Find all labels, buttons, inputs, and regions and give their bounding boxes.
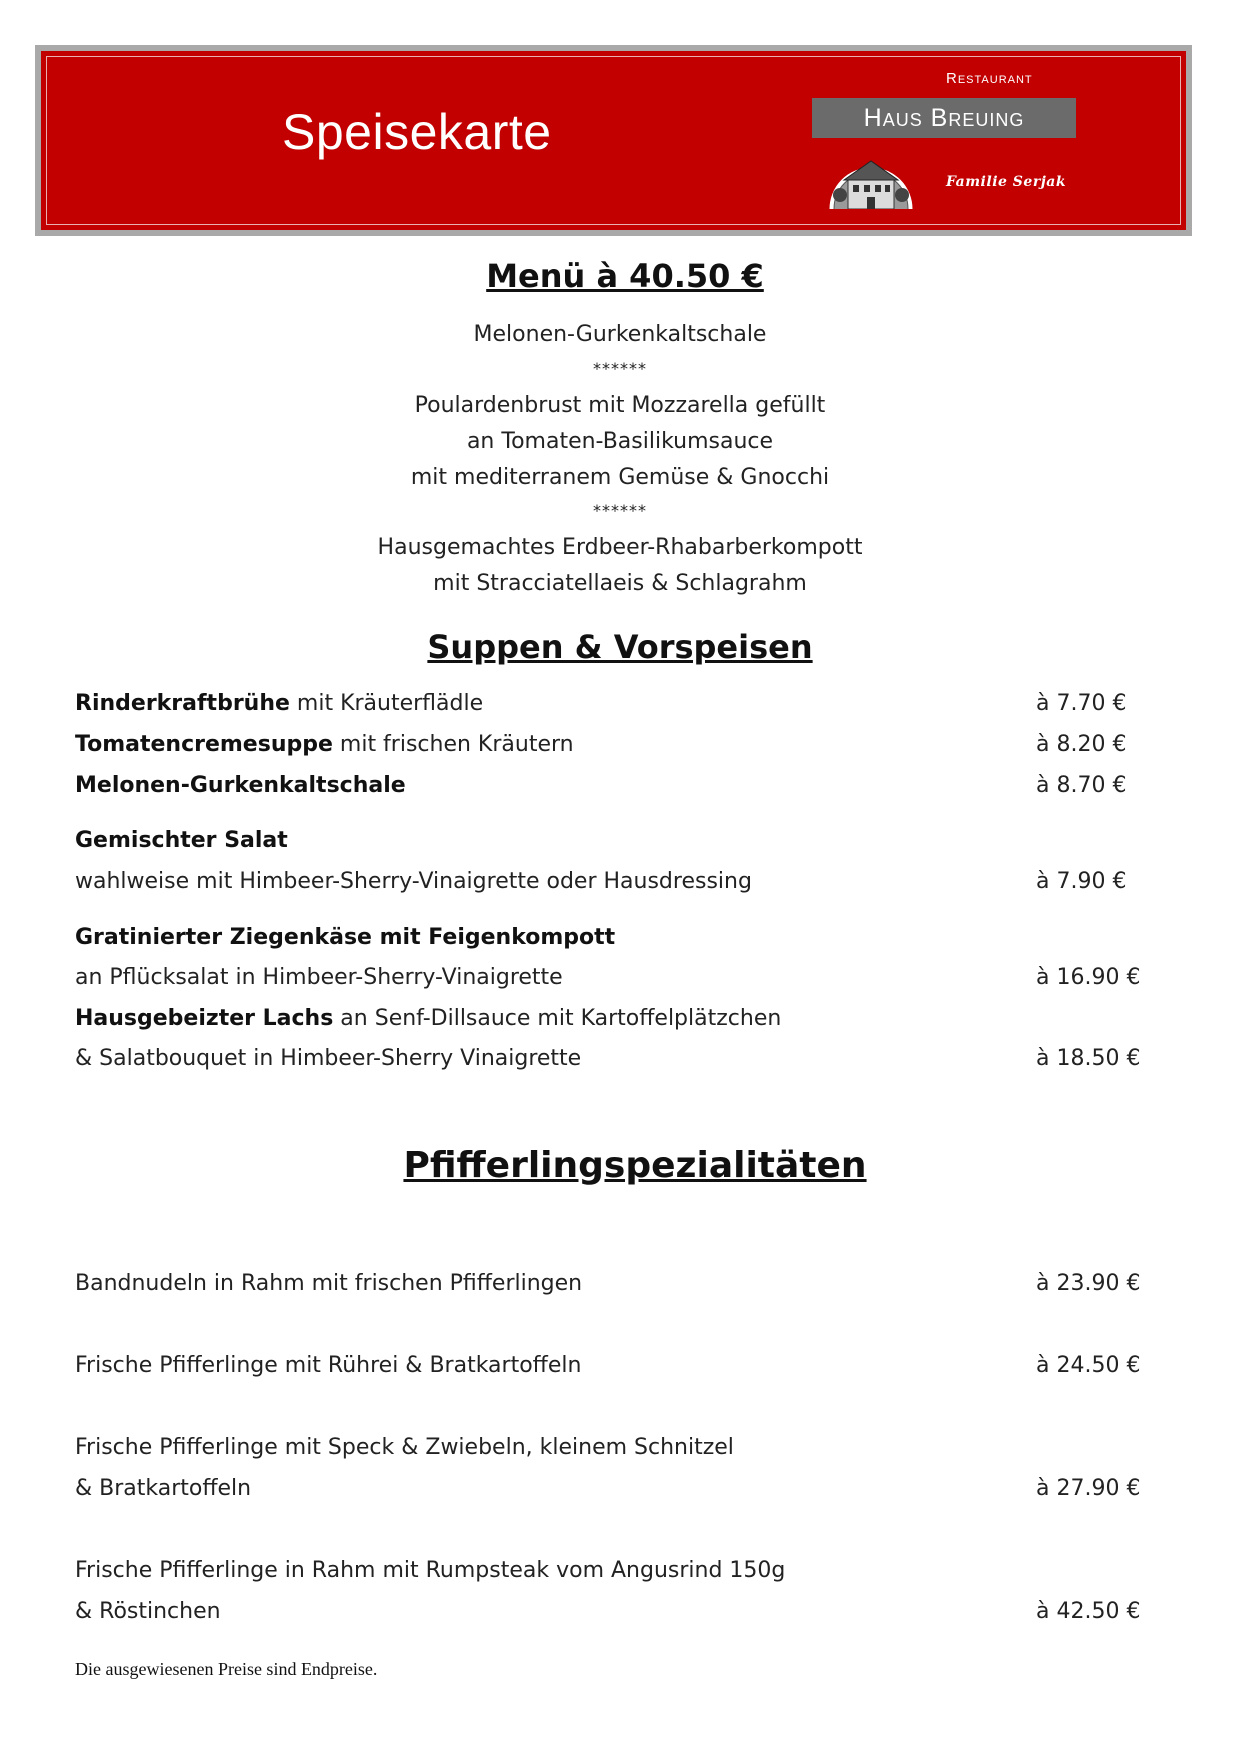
pfifferling-item: Frische Pfifferlinge mit Rührei & Bratkartoffeln <box>75 1353 582 1378</box>
house-emblem-icon <box>828 147 914 209</box>
salmon-item-title: Hausgebeizter Lachs an Senf-Dillsauce mit Kartoffelplätzchen <box>75 1006 782 1031</box>
pfifferling-heading: Pfifferlingspezialitäten <box>403 1145 867 1186</box>
menu-line: mit Stracciatellaeis & Schlagrahm <box>433 571 807 596</box>
menu-line: an Tomaten-Basilikumsauce <box>466 429 774 454</box>
salmon-price: à 18.50 € <box>1036 1046 1141 1071</box>
family-signature: Familie Serjak <box>946 174 1067 190</box>
soups-heading: Suppen & Vorspeisen <box>427 628 813 666</box>
price-note: Die ausgewiesenen Preise sind Endpreise. <box>75 1659 378 1679</box>
menu-heading: Menü à 40.50 € <box>486 257 764 295</box>
restaurant-label: Restaurant <box>946 70 1033 87</box>
pfifferling-item: Frische Pfifferlinge in Rahm mit Rumpsteak vom Angusrind 150g <box>75 1558 786 1583</box>
pfifferling-price: à 24.50 € <box>1036 1353 1141 1378</box>
menu-line: Hausgemachtes Erdbeer-Rhabarberkompott <box>377 535 863 560</box>
soup-price: à 7.70 € <box>1036 691 1127 716</box>
restaurant-name: Haus Breuing <box>812 98 1076 138</box>
menu-separator: ****** <box>593 359 647 378</box>
pfifferling-item-line2: & Röstinchen <box>75 1599 221 1624</box>
pfifferling-price: à 42.50 € <box>1036 1599 1141 1624</box>
goat-cheese-price: à 16.90 € <box>1036 965 1141 990</box>
salmon-item-description: & Salatbouquet in Himbeer-Sherry Vinaigrette <box>75 1046 582 1071</box>
soup-price: à 8.20 € <box>1036 732 1127 757</box>
soup-item: Melonen-Gurkenkaltschale <box>75 773 406 798</box>
goat-cheese-item-description: an Pflücksalat in Himbeer-Sherry-Vinaigrette <box>75 965 563 990</box>
soup-price: à 8.70 € <box>1036 773 1127 798</box>
goat-cheese-item-title: Gratinierter Ziegenkäse mit Feigenkompott <box>75 925 616 950</box>
menu-line: mit mediterranem Gemüse & Gnocchi <box>410 465 830 490</box>
pfifferling-item: Frische Pfifferlinge mit Speck & Zwiebeln, kleinem Schnitzel <box>75 1435 734 1460</box>
salad-price: à 7.90 € <box>1036 869 1127 894</box>
pfifferling-price: à 23.90 € <box>1036 1271 1141 1296</box>
menu-separator: ****** <box>593 501 647 520</box>
header-banner <box>41 51 1186 230</box>
pfifferling-item: Bandnudeln in Rahm mit frischen Pfifferlingen <box>75 1271 583 1296</box>
salad-item-description: wahlweise mit Himbeer-Sherry-Vinaigrette oder Hausdressing <box>75 869 752 894</box>
salad-item-title: Gemischter Salat <box>75 828 288 853</box>
soup-item: Tomatencremesuppe mit frischen Kräutern <box>75 732 574 757</box>
menu-line: Poulardenbrust mit Mozzarella gefüllt <box>414 393 826 418</box>
menu-line: Melonen-Gurkenkaltschale <box>473 322 767 347</box>
pfifferling-price: à 27.90 € <box>1036 1476 1141 1501</box>
pfifferling-item-line2: & Bratkartoffeln <box>75 1476 252 1501</box>
header-banner-frame <box>35 45 1192 236</box>
page-title: Speisekarte <box>282 104 552 160</box>
soup-item: Rinderkraftbrühe mit Kräuterflädle <box>75 691 484 716</box>
